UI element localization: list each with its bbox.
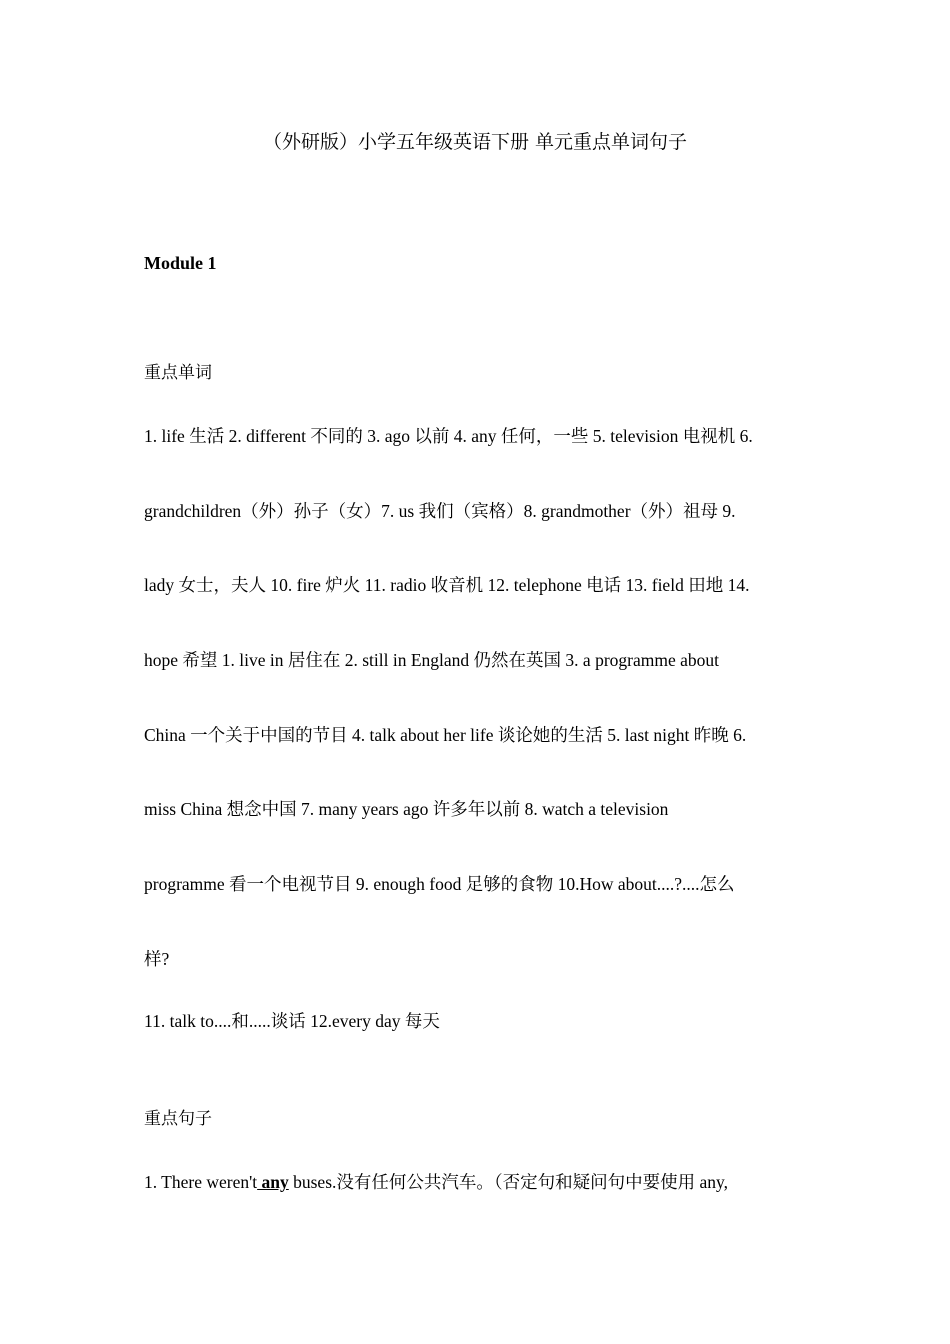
- document-title: （外研版）小学五年级英语下册 单元重点单词句子: [262, 131, 688, 153]
- word-line: programme 看一个电视节目 9. enough food 足够的食物 10.How about....?....怎么: [144, 874, 735, 894]
- sentences-heading: 重点句子: [144, 1109, 212, 1129]
- sentence-line: [144, 1170, 728, 1194]
- word-line: 11. talk to....和.....谈话 12.every day 每天: [144, 1011, 440, 1031]
- word-line: 1. life 生活 2. different 不同的 3. ago 以前 4. any 任何，一些 5. television 电视机 6.: [144, 426, 753, 446]
- word-line: hope 希望 1. live in 居住在 2. still in England 仍然在英国 3. a programme about: [144, 650, 719, 670]
- module-heading: Module 1: [144, 253, 217, 273]
- sentence-suffix: buses.没有任何公共汽车。（否定句和疑问句中要使用 any,: [288, 1172, 729, 1192]
- words-heading: 重点单词: [144, 363, 212, 383]
- sentence-prefix: 1. There weren't: [144, 1172, 258, 1192]
- word-line: 样?: [144, 949, 170, 969]
- word-line: China 一个关于中国的节目 4. talk about her life 谈论她的生活 5. last night 昨晚 6.: [144, 725, 747, 745]
- word-line: miss China 想念中国 7. many years ago 许多年以前 8. watch a television: [144, 799, 669, 819]
- word-line: grandchildren（外）孙子（女）7. us 我们（宾格）8. grandmother（外）祖母 9.: [144, 501, 736, 521]
- word-line: lady 女士，夫人 10. fire 炉火 11. radio 收音机 12. telephone 电话 13. field 田地 14.: [144, 575, 750, 595]
- sentence-emphasis: any: [257, 1172, 289, 1192]
